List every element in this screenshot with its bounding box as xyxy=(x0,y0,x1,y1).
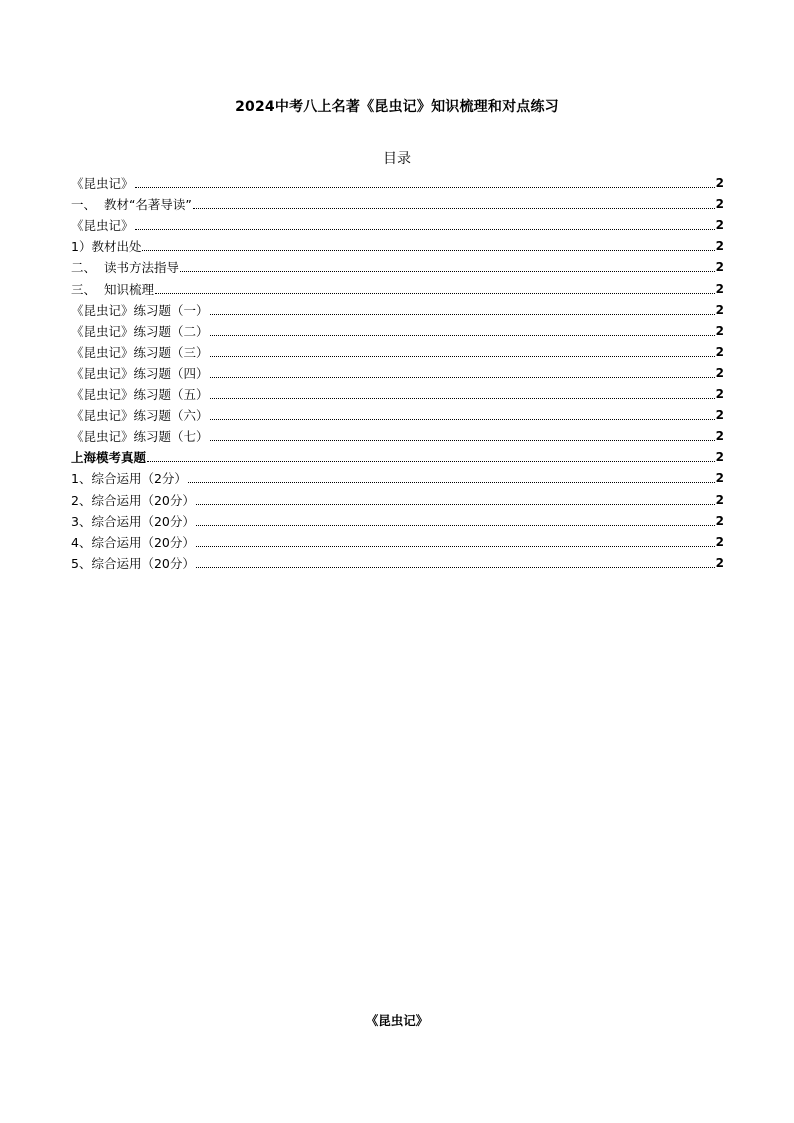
toc-entry[interactable] xyxy=(71,318,724,339)
section-title: 《昆虫记》 xyxy=(365,1013,429,1028)
toc-entry[interactable] xyxy=(71,360,724,381)
toc-page-number: 2 xyxy=(715,281,724,296)
toc-entry-text: 《昆虫记》 xyxy=(71,176,134,192)
toc-entry-text: 《昆虫记》练习题（一） xyxy=(71,302,209,318)
toc-entry-text: 《昆虫记》练习题（四） xyxy=(71,365,209,381)
toc-entry-text: 二、 读书方法指导 xyxy=(71,260,179,276)
toc-page-number: 2 xyxy=(715,408,724,423)
toc-leader-dots xyxy=(155,293,715,294)
toc-entry[interactable] xyxy=(71,550,724,571)
toc-entry[interactable] xyxy=(71,465,724,486)
toc-leader-dots xyxy=(210,356,715,357)
toc-entry-text: 4、综合运用（20分） xyxy=(71,534,195,550)
toc-leader-dots xyxy=(188,482,715,483)
toc-entry-text: 2、综合运用（20分） xyxy=(71,492,195,508)
toc-entry[interactable] xyxy=(71,381,724,402)
toc-page-number: 2 xyxy=(715,260,724,275)
toc-leader-dots xyxy=(135,229,715,230)
toc-leader-dots xyxy=(142,250,714,251)
toc-entry-text: 《昆虫记》 xyxy=(71,218,134,234)
toc-leader-dots xyxy=(193,208,715,209)
toc-entry-text: 《昆虫记》练习题（三） xyxy=(71,344,209,360)
toc-entry-text: 5、综合运用（20分） xyxy=(71,555,195,571)
toc-entry[interactable] xyxy=(71,529,724,550)
toc-leader-dots xyxy=(210,440,715,441)
toc-entry[interactable] xyxy=(71,275,724,296)
toc-entry[interactable] xyxy=(71,233,724,254)
toc-entry-text: 1、综合运用（2分） xyxy=(71,471,187,487)
toc-leader-dots xyxy=(210,377,715,378)
toc-entry-text: 《昆虫记》练习题（七） xyxy=(71,429,209,445)
toc-page-number: 2 xyxy=(715,513,724,528)
toc-page-number: 2 xyxy=(715,534,724,549)
toc-page-number: 2 xyxy=(715,429,724,444)
toc-page-number: 2 xyxy=(715,492,724,507)
toc-leader-dots xyxy=(135,187,715,188)
toc-heading: 目录 xyxy=(383,151,411,167)
toc-entry-text: 《昆虫记》练习题（二） xyxy=(71,323,209,339)
toc-entry-text: 一、 教材“名著导读” xyxy=(71,197,192,213)
toc-leader-dots xyxy=(196,504,715,505)
toc-entry[interactable] xyxy=(71,444,724,465)
toc-leader-dots xyxy=(196,525,715,526)
toc-page-number: 2 xyxy=(715,239,724,254)
toc-entry[interactable] xyxy=(71,486,724,507)
toc-page-number: 2 xyxy=(715,387,724,402)
toc-entry-text: 《昆虫记》练习题（六） xyxy=(71,408,209,424)
toc-leader-dots xyxy=(210,335,715,336)
toc-entry[interactable] xyxy=(71,423,724,444)
toc-leader-dots xyxy=(210,398,715,399)
toc-entry[interactable] xyxy=(71,170,724,191)
toc-page-number: 2 xyxy=(715,450,724,465)
table-of-contents xyxy=(71,170,724,571)
toc-page-number: 2 xyxy=(715,365,724,380)
toc-page-number: 2 xyxy=(715,218,724,233)
toc-entry-text: 1）教材出处 xyxy=(71,239,142,255)
toc-entry[interactable] xyxy=(71,297,724,318)
toc-entry-text: 3、综合运用（20分） xyxy=(71,513,195,529)
toc-page-number: 2 xyxy=(715,471,724,486)
toc-entry[interactable] xyxy=(71,212,724,233)
toc-leader-dots xyxy=(147,461,715,462)
toc-page-number: 2 xyxy=(715,344,724,359)
toc-entry[interactable] xyxy=(71,508,724,529)
toc-entry[interactable] xyxy=(71,254,724,275)
toc-leader-dots xyxy=(210,314,715,315)
document-title: 2024中考八上名著《昆虫记》知识梳理和对点练习 xyxy=(235,99,559,115)
toc-leader-dots xyxy=(180,271,715,272)
toc-page-number: 2 xyxy=(715,555,724,570)
toc-entry-text: 三、 知识梳理 xyxy=(71,281,154,297)
toc-page-number: 2 xyxy=(715,176,724,191)
toc-page-number: 2 xyxy=(715,302,724,317)
toc-leader-dots xyxy=(196,567,715,568)
toc-entry[interactable] xyxy=(71,402,724,423)
toc-entry-text: 上海模考真题 xyxy=(71,450,147,466)
toc-leader-dots xyxy=(210,419,715,420)
toc-entry-text: 《昆虫记》练习题（五） xyxy=(71,387,209,403)
toc-entry[interactable] xyxy=(71,191,724,212)
toc-page-number: 2 xyxy=(715,197,724,212)
toc-entry[interactable] xyxy=(71,339,724,360)
toc-page-number: 2 xyxy=(715,323,724,338)
toc-leader-dots xyxy=(196,546,715,547)
